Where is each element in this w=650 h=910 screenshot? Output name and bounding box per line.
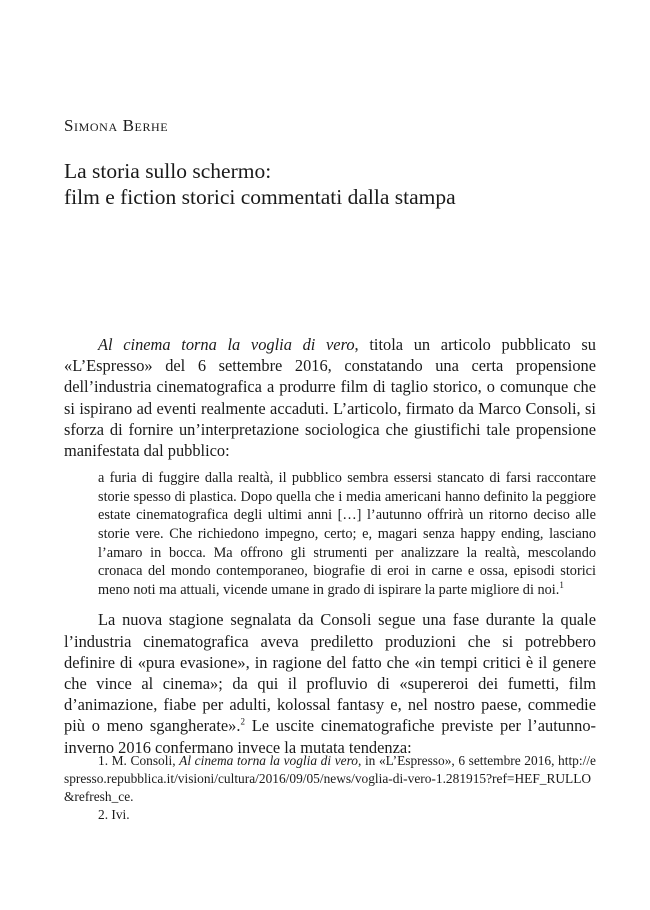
- footnote-reference-2[interactable]: 2: [240, 716, 245, 727]
- chapter-title-line-2: film e fiction storici commentati dalla stampa: [64, 185, 456, 209]
- paragraph-1-text: , titola un articolo pubblicato su «L’Espresso» del 6 settembre 2016, constatando una certa propensione dell’industria cinematografica a produrre film di taglio storico, o comunque che si ispirano ad eventi realmente accaduti. L’articolo, firmato da Marco Consoli, si sforza di fornire un’interpretazione sociologica che giustifichi tale propensione manifestata dal pubblico:: [64, 335, 596, 461]
- footnote-2-text: Ivi.: [108, 807, 130, 822]
- paragraph-2-text-a: La nuova stagione segnalata da Consoli segue una fase durante la quale l’industria cinematografica aveva prediletto produzioni che si potrebbero definire di «pura evasione», in ragione del fatto che «in tempi critici è il genere che vince al cinema»; da qui il profluvio di «supereroi dei fumetti, film d’animazione, fiabe per adulti, kolossal fantasy e, nel nostro paese, commedie più o meno sgangherate».: [64, 610, 596, 736]
- paragraph-1: [64, 334, 596, 461]
- paragraph-2: [64, 609, 596, 757]
- chapter-title-line-1: La storia sullo schermo:: [64, 159, 272, 183]
- author-name: Simona Berhe: [64, 116, 169, 135]
- footnote-1-source: , in «L’Espresso», 6 settembre 2016, http://espresso.repubblica.it/visioni/cultura/2016/09/05/news/voglia-di-vero-1.281915?ref=HEF_RULLO&refresh_ce.: [64, 753, 596, 804]
- block-quote-text: a furia di fuggire dalla realtà, il pubblico sembra essersi stancato di farsi raccontare storie spesso di plastica. Dopo quella che i media americani hanno definito la peggiore estate cinematografica degli ultimi anni […] l’autunno offrirà un ritorno deciso alle storie vere. Che richiedono impegno, certo; e, magari senza happy ending, lasciano l’amaro in bocca. Ma offrono gli strumenti per analizzare la realtà, mescolando cronaca del mondo contemporaneo, biografie di eroi in carne e ossa, episodi storici meno noti ma attuali, vicende umane in grado di ispirare la parte migliore di noi.: [98, 470, 596, 598]
- footnote-2: [64, 806, 596, 824]
- footnote-reference-1[interactable]: 1: [559, 580, 564, 591]
- cited-article-title: Al cinema torna la voglia di vero: [98, 335, 355, 354]
- footnotes: [64, 752, 596, 824]
- block-quote: [98, 469, 596, 599]
- footnote-1-number: 1.: [98, 753, 109, 768]
- footnote-1-author: M. Consoli,: [108, 753, 180, 768]
- chapter-title: [64, 158, 584, 210]
- footnote-1-article-title: Al cinema torna la voglia di vero: [179, 753, 358, 768]
- footnote-2-number: 2.: [98, 807, 109, 822]
- footnote-1: [64, 752, 596, 806]
- body-text: [64, 334, 596, 758]
- paragraph-2-text-b: Le uscite cinematografiche previste per l’autunno-inverno 2016 confermano invece la mutata tendenza:: [64, 716, 597, 757]
